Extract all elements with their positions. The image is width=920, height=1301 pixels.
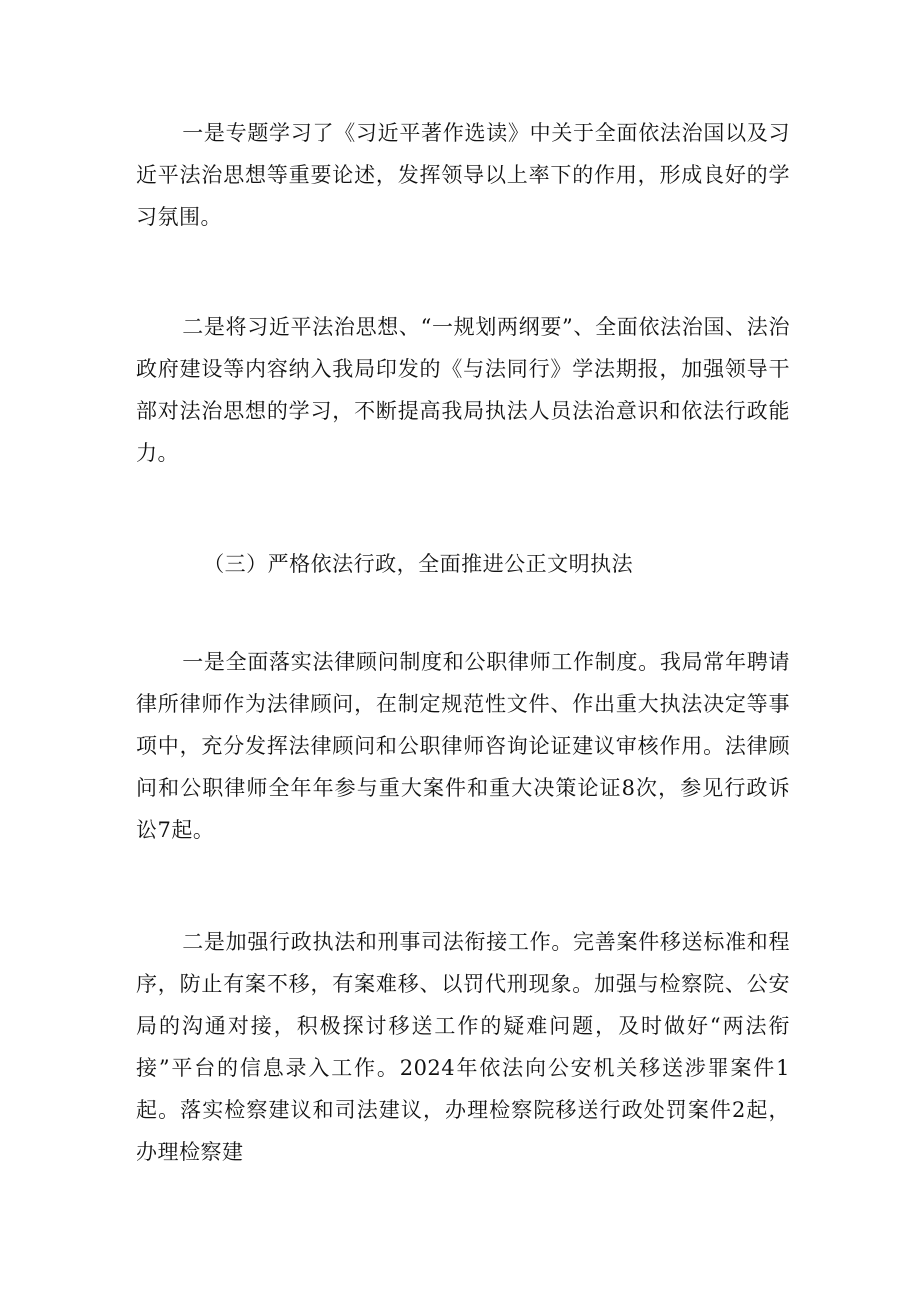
section-heading-three: （三）严格依法行政，全面推进公正文明执法	[203, 552, 634, 576]
paragraph-law-study-newsletter: 二是将习近平法治思想、“一规划两纲要”、全面依法治国、法治政府建设等内容纳入我局印发的《与法同行》学法期报，加强领导干部对法治思想的学习，不断提高我局执法人员法治意识和依法行政能力。	[136, 315, 790, 465]
paragraph-admin-criminal-connection: 二是加强行政执法和刑事司法衔接工作。完善案件移送标准和程序，防止有案不移，有案难移、以罚代刑现象。加强与检察院、公安局的沟通对接，积极探讨移送工作的疑难问题，及时做好“两法衔接”平台的信息录入工作。2024年依法向公安机关移送涉罪案件1起。落实检察建议和司法建议，办理检察院移送行政处罚案件2起，办理检察建	[136, 930, 790, 1164]
paragraph-study-xi-works: 一是专题学习了《习近平著作选读》中关于全面依法治国以及习近平法治思想等重要论述，发挥领导以上率下的作用，形成良好的学习氛围。	[136, 121, 790, 229]
paragraph-legal-counsel-system: 一是全面落实法律顾问制度和公职律师工作制度。我局常年聘请律所律师作为法律顾问，在制定规范性文件、作出重大执法决定等事项中，充分发挥法律顾问和公职律师咨询论证建议审核作用。法律顾问和公职律师全年年参与重大案件和重大决策论证8次，参见行政诉讼7起。	[136, 650, 790, 842]
